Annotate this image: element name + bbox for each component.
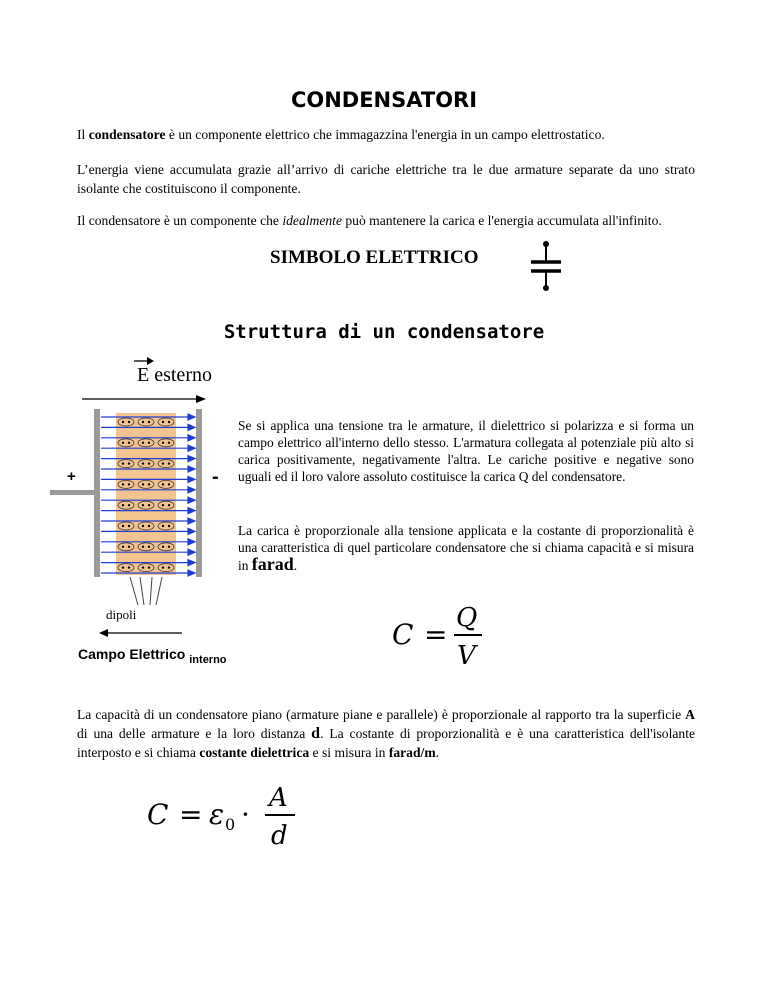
field-arrowhead — [188, 435, 195, 441]
formula-c-q-v — [390, 600, 500, 672]
ideal-paragraph: Il condensatore è un componente che idealmente può mantenere la carica e l'energia accumulata all'infinito. — [77, 213, 662, 228]
formula-c-eps-a-d — [145, 780, 325, 852]
unit-farad: farad — [251, 554, 294, 574]
dipole-charge — [148, 504, 150, 506]
dipole-charge — [128, 483, 130, 485]
dipole-charge — [162, 483, 164, 485]
dipole-charge — [142, 525, 144, 527]
dipole-charge — [128, 525, 130, 527]
right-plate — [196, 409, 202, 577]
dipole-charge — [128, 504, 130, 506]
field-arrowhead — [188, 539, 195, 545]
dipole-charge — [148, 525, 150, 527]
polarization-paragraph: Se si applica una tensione tra le armature, il dielettrico si polarizza e si forma un campo elettrico all'interno dello stesso. L'armatura collegata al potenziale più alto si carica positivamente, negativamente l'altra. Le cariche positive e negative sono uguali ed il loro valore assoluto costituisce la carica Q del condensatore. — [238, 418, 694, 484]
capacity-paragraph: La carica è proporzionale alla tensione applicata e la costante di proporzionalità è una caratteristica di quel particolare condensatore che si chiama capacità e si misura in farad. — [238, 523, 694, 574]
dipole-charge — [148, 546, 150, 548]
field-arrowhead — [188, 445, 195, 451]
minus-sign: - — [212, 466, 219, 488]
svg-text:A: A — [269, 783, 288, 813]
dipole-charge — [162, 442, 164, 444]
dipoli-label: dipoli — [106, 607, 137, 622]
dipole-charge — [168, 462, 170, 464]
dipole-charge — [122, 504, 124, 506]
dipole-charge — [128, 462, 130, 464]
field-arrowhead — [188, 528, 195, 534]
field-arrowhead — [188, 560, 195, 566]
dipole-charge — [122, 566, 124, 568]
svg-text:ε: ε — [209, 798, 225, 831]
dipole-charge — [128, 566, 130, 568]
term-idealmente: idealmente — [282, 213, 342, 228]
field-arrowhead — [188, 476, 195, 482]
svg-text:·: · — [241, 798, 250, 831]
dipole-charge — [142, 566, 144, 568]
dipole-charge — [122, 546, 124, 548]
left-plate — [94, 409, 100, 577]
dipole-charge — [148, 421, 150, 423]
field-arrowhead — [188, 518, 195, 524]
dipole-charge — [162, 525, 164, 527]
dipole-charge — [148, 566, 150, 568]
left-wire — [50, 490, 94, 495]
field-arrowhead — [188, 497, 195, 503]
page-title: CONDENSATORI — [290, 88, 478, 112]
dipole-charge — [128, 442, 130, 444]
field-arrowhead — [188, 487, 195, 493]
plane-capacitor-paragraph: La capacità di un condensatore piano (armature piane e parallele) è proporzionale al rapporto tra la superficie A di una delle armature e la loro distanza d. La costante di proporzionalità e è una caratteristica dell'isolante interposto e si chiama costante dielettrica e si misura in farad/m. — [77, 707, 696, 760]
dipole-charge — [122, 421, 124, 423]
plus-sign: + — [67, 468, 76, 485]
field-arrowhead — [188, 508, 195, 514]
dipole-charge — [162, 504, 164, 506]
dipole-charge — [168, 421, 170, 423]
dipole-charge — [168, 504, 170, 506]
energy-paragraph: L’energia viene accumulata grazie all’arrivo di cariche elettriche tra le due armature separate da uno strato isolante che costituiscono il componente. — [77, 162, 695, 196]
svg-text:C: C — [147, 798, 169, 831]
field-arrowhead — [188, 414, 195, 420]
svg-text:0: 0 — [225, 815, 236, 834]
dipole-charge — [168, 546, 170, 548]
external-field-arrow-icon — [80, 392, 210, 406]
dipole-charge — [128, 546, 130, 548]
capacitor-structure-diagram — [50, 405, 220, 630]
dipole-charge — [142, 504, 144, 506]
dipole-charge — [148, 462, 150, 464]
field-arrowhead — [188, 549, 195, 555]
dipole-charge — [162, 566, 164, 568]
dipole-charge — [168, 566, 170, 568]
field-arrowhead — [188, 466, 195, 472]
section-title: Struttura di un condensatore — [223, 321, 545, 343]
dipole-charge — [142, 483, 144, 485]
capacitor-symbol-icon — [525, 240, 569, 294]
svg-text:=: = — [179, 798, 203, 831]
dipole-charge — [168, 525, 170, 527]
dipole-charge — [122, 462, 124, 464]
field-arrowhead — [188, 424, 195, 430]
term-condensatore: condensatore — [88, 127, 166, 142]
dipole-charge — [168, 483, 170, 485]
dipole-charge — [162, 546, 164, 548]
dipole-charge — [122, 525, 124, 527]
svg-text:Q: Q — [456, 603, 478, 633]
e-esterno-label: E esterno — [137, 364, 212, 386]
campo-elettrico-label: Campo Elettrico $_{interno}$ — [78, 646, 227, 666]
dipole-charge — [142, 442, 144, 444]
intro-paragraph: Il condensatore è un componente elettrico che immagazzina l'energia in un campo elettrostatico. — [77, 127, 605, 142]
dipole-charge — [122, 483, 124, 485]
svg-text:=: = — [424, 618, 448, 651]
dipole-charge — [162, 462, 164, 464]
dipole-charge — [148, 442, 150, 444]
dipole-charge — [148, 483, 150, 485]
svg-text:C: C — [392, 618, 414, 651]
field-arrowhead — [188, 570, 195, 576]
dipole-charge — [122, 442, 124, 444]
svg-text:d: d — [271, 821, 288, 851]
dipole-charge — [128, 421, 130, 423]
dipole-charge — [142, 421, 144, 423]
dipole-charge — [142, 546, 144, 548]
dipole-charge — [168, 442, 170, 444]
symbol-label: SIMBOLO ELETTRICO — [270, 247, 479, 268]
svg-text:V: V — [457, 641, 476, 671]
dipole-charge — [162, 421, 164, 423]
field-arrowhead — [188, 456, 195, 462]
dipole-charge — [142, 462, 144, 464]
internal-field-arrow-icon — [98, 627, 184, 639]
